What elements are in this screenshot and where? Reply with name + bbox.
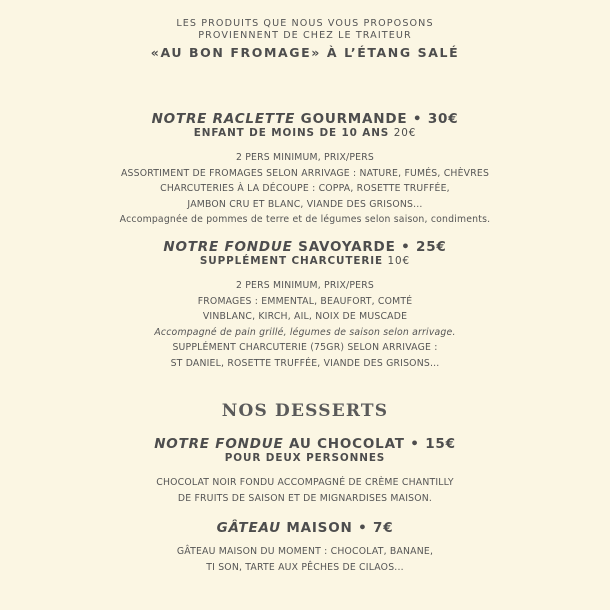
gateau-description xyxy=(0,544,610,575)
raclette-title-italic: NOTRE RACLETTE xyxy=(151,111,296,127)
fondue-line: FROMAGES : EMMENTAL, BEAUFORT, COMTÉ xyxy=(197,295,413,307)
gateau-line: TI SON, TARTE AUX PÊCHES DE CILAOS... xyxy=(206,561,404,573)
gateau-title-rest: MAISON • 7€ xyxy=(280,520,394,536)
fondue-chocolat-subtitle: POUR DEUX PERSONNES xyxy=(224,452,386,464)
fondue-chocolat-line: CHOCOLAT NOIR FONDU ACCOMPAGNÉ DE CRÈME CHANTILLY xyxy=(156,477,454,488)
raclette-description xyxy=(0,150,610,228)
gateau-section xyxy=(0,520,610,575)
raclette-sub-price: 20€ xyxy=(393,127,417,139)
intro-line-1: LES PRODUITS QUE NOUS VOUS PROPOSONS xyxy=(176,18,434,29)
raclette-title xyxy=(0,111,610,127)
desserts-heading: NOS DESSERTS xyxy=(221,401,389,421)
raclette-sub-text: ENFANT DE MOINS DE 10 ANS xyxy=(193,127,394,139)
fondue-line: ST DANIEL, ROSETTE TRUFFÉE, VIANDE DES GRISONS... xyxy=(170,357,440,369)
fondue-description xyxy=(0,278,610,371)
raclette-line: JAMBON CRU ET BLANC, VIANDE DES GRISONS... xyxy=(187,198,423,210)
fondue-chocolat-title-rest: AU CHOCOLAT • 15€ xyxy=(283,436,456,452)
fondue-chocolat-section xyxy=(0,436,610,506)
intro-block xyxy=(0,18,610,60)
raclette-line: 2 PERS MINIMUM, PRIX/PERS xyxy=(235,152,375,163)
fondue-title-rest: SAVOYARDE • 25€ xyxy=(292,239,447,255)
raclette-subtitle xyxy=(0,127,610,140)
fondue-subtitle xyxy=(0,255,610,268)
gateau-line: GÂTEAU MAISON DU MOMENT : CHOCOLAT, BANANE, xyxy=(176,546,434,557)
gateau-title xyxy=(0,520,610,536)
fondue-sub-text: SUPPLÉMENT CHARCUTERIE xyxy=(199,255,388,267)
fondue-title xyxy=(0,239,610,255)
fondue-chocolat-line: DE FRUITS DE SAISON ET DE MIGNARDISES MAISON. xyxy=(177,492,433,504)
raclette-line: Accompagnée de pommes de terre et de légumes selon saison, condiments. xyxy=(119,214,491,225)
fondue-line: VINBLANC, KIRCH, AIL, NOIX DE MUSCADE xyxy=(202,311,408,322)
fondue-line: SUPPLÉMENT CHARCUTERIE (75GR) SELON ARRIVAGE : xyxy=(172,342,438,353)
fondue-line: 2 PERS MINIMUM, PRIX/PERS xyxy=(235,280,375,291)
fondue-chocolat-description xyxy=(0,475,610,506)
gateau-title-italic: GÂTEAU xyxy=(216,520,281,536)
fondue-sub-price: 10€ xyxy=(387,255,411,267)
fondue-section xyxy=(0,239,610,371)
raclette-title-rest: GOURMANDE • 30€ xyxy=(295,111,459,127)
fondue-title-italic: NOTRE FONDUE xyxy=(163,239,293,255)
raclette-line: CHARCUTERIES À LA DÉCOUPE : COPPA, ROSETTE TRUFFÉE, xyxy=(160,183,450,194)
fondue-chocolat-title-italic: NOTRE FONDUE xyxy=(154,436,284,452)
intro-line-2: PROVIENNENT DE CHEZ LE TRAITEUR xyxy=(198,30,412,41)
fondue-chocolat-title xyxy=(0,436,610,452)
raclette-line: ASSORTIMENT DE FROMAGES SELON ARRIVAGE : NATURE, FUMÉS, CHÈVRES xyxy=(120,167,490,179)
raclette-section xyxy=(0,111,610,228)
caterer-name: «AU BON FROMAGE» À L’ÉTANG SALÉ xyxy=(150,45,460,60)
fondue-line: Accompagné de pain grillé, légumes de saison selon arrivage. xyxy=(154,326,456,338)
